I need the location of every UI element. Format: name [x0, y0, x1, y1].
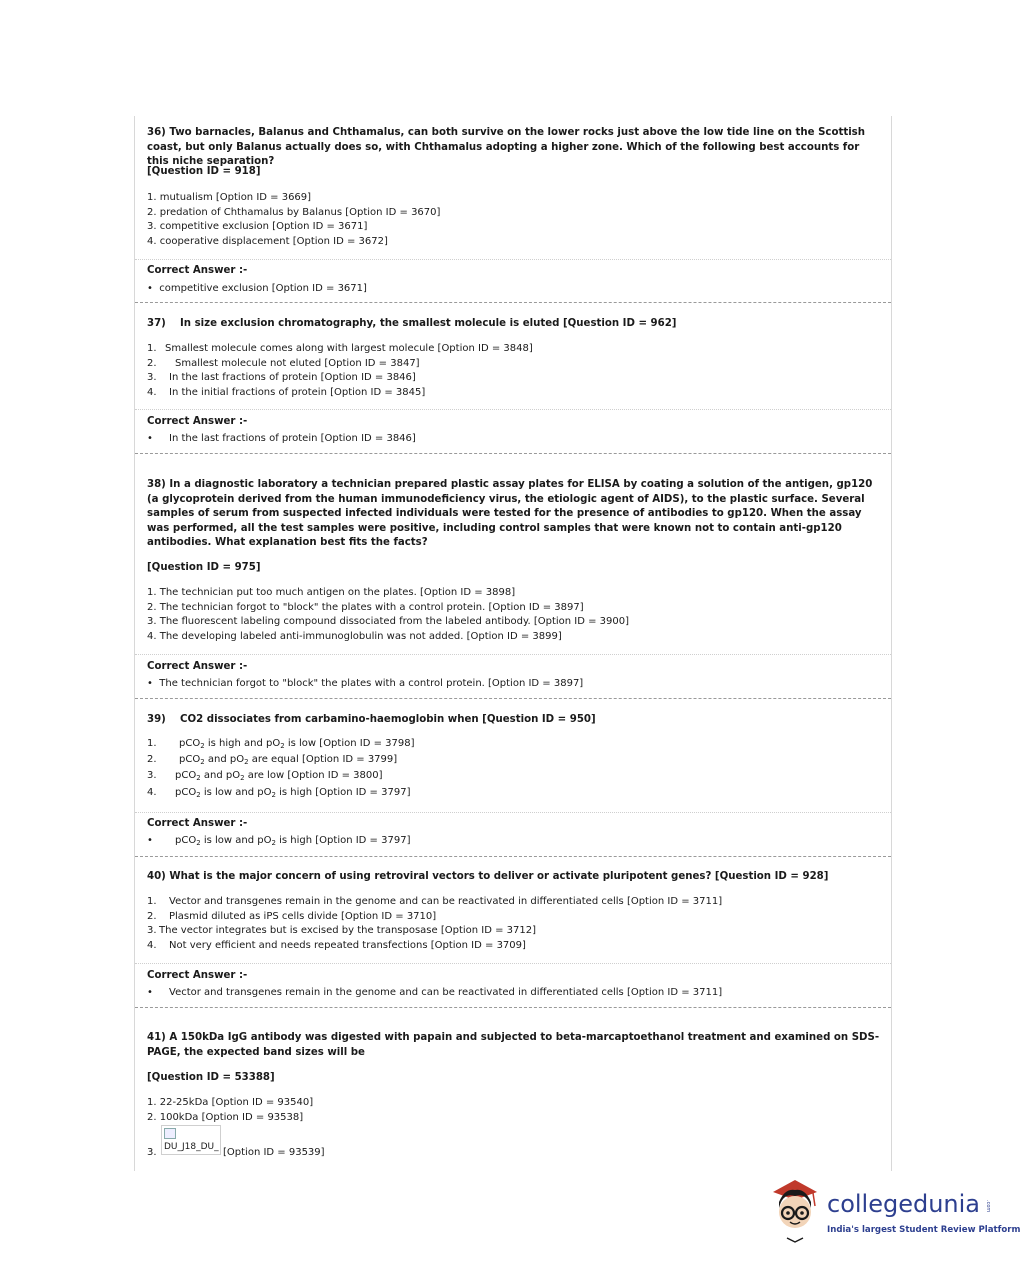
answer-text: The technician forgot to "block" the plates with a control protein. [Option ID = 3897] — [159, 678, 584, 689]
option-number: 3. — [147, 1147, 157, 1158]
option-4: 4. The developing labeled anti-immunoglobulin was not added. [Option ID = 3899] — [147, 631, 562, 642]
brand-name: collegedunia — [827, 1190, 981, 1218]
option-2: 2. predation of Chthamalus by Balanus [Option ID = 3670] — [147, 207, 441, 218]
mascot-icon — [765, 1178, 825, 1244]
option-2: pCO$_2$ and $pO_2$ are equal [Option ID = 3799] — [179, 754, 398, 766]
option-number: 4. — [147, 940, 157, 951]
option-1: 1. mutualism [Option ID = 3669] — [147, 192, 312, 203]
separator — [135, 453, 891, 454]
question-38 — [147, 478, 882, 551]
image-icon — [164, 1128, 176, 1139]
question-text: 38) In a diagnostic laboratory a technician prepared plastic assay plates for ELISA by coating a solution of the antigen, gp120 (a glycoprotein derived from the human immunodeficiency virus, the etiologic agent of AIDS), to the plastic surface. Several samples of serum from suspected infected individuals were tested for the presence of antibodies to gp120. When the assay was performed, all the test samples were positive, including control samples that were known not to contain anti-gp120 antibodies. What explanation best fits the facts? — [147, 479, 873, 549]
question-id: [Question ID = 53388] — [147, 1072, 275, 1083]
option-1: pCO$_2$ is high and $pO_2$ is low [Option ID = 3798] — [179, 738, 415, 750]
correct-answer — [147, 987, 153, 998]
option-3: 3. competitive exclusion [Option ID = 3671] — [147, 221, 368, 232]
question-41 — [147, 1031, 882, 1060]
image-alt: DU_J18_DU_ — [164, 1142, 219, 1152]
option-number: 4. — [147, 387, 157, 398]
option-3: pCO$_2$ and $pO_2$ are low [Option ID = 3800] — [175, 770, 383, 782]
correct-answer — [147, 433, 153, 444]
option-4: In the initial fractions of protein [Option ID = 3845] — [169, 387, 426, 398]
question-text: In size exclusion chromatography, the smallest molecule is eluted [Question ID = 962] — [180, 318, 677, 329]
option-number: 3. — [147, 925, 157, 936]
divider — [135, 812, 891, 813]
option-number: 2. — [147, 754, 157, 765]
option-number: 4. — [147, 787, 157, 798]
option-3: 3. The fluorescent labeling compound dissociated from the labeled antibody. [Option ID = 3900] — [147, 616, 630, 627]
answer-text: competitive exclusion [Option ID = 3671] — [159, 283, 367, 294]
bullet: • — [147, 283, 153, 294]
separator — [135, 698, 891, 699]
answer-text: pCO$_2$ is low and $pO_2$ is high [Option ID = 3797] — [175, 835, 411, 847]
question-text: 36) Two barnacles, Balanus and Chthamalus, can both survive on the lower rocks just above the low tide line on the Scottish coast, but only Balanus actually does so, with Chthamalus adopting a higher zone. Which of the following best accounts for this niche separation? — [147, 127, 866, 168]
correct-answer-label: Correct Answer :- — [147, 265, 248, 276]
option-number: 3. — [147, 372, 157, 383]
answer-text: Vector and transgenes remain in the genome and can be reactivated in differentiated cells [Option ID = 3711] — [169, 987, 723, 998]
correct-answer — [147, 835, 153, 846]
question-36 — [147, 126, 882, 170]
separator — [135, 302, 891, 303]
option-number: 1. — [147, 896, 157, 907]
option-number: 1. — [147, 738, 157, 749]
option-3: The vector integrates but is excised by the transposase [Option ID = 3712] — [159, 925, 537, 936]
question-id: [Question ID = 918] — [147, 166, 261, 177]
option-4: 4. cooperative displacement [Option ID = 3672] — [147, 236, 388, 247]
question-text: 40) What is the major concern of using retroviral vectors to deliver or activate pluripotent genes? [Question ID = 928] — [147, 871, 829, 882]
bullet: • — [147, 987, 153, 998]
question-text: CO2 dissociates from carbamino-haemoglobin when [Question ID = 950] — [180, 714, 596, 725]
correct-answer — [147, 678, 583, 689]
option-4: pCO$_2$ is low and $pO_2$ is high [Option ID = 3797] — [175, 787, 411, 799]
correct-answer-label: Correct Answer :- — [147, 416, 248, 427]
question-text: 41) A 150kDa IgG antibody was digested with papain and subjected to beta-marcaptoethanol treatment and examined on SDS-PAGE, the expected band sizes will be — [147, 1032, 880, 1058]
option-number: 2. — [147, 358, 157, 369]
divider — [135, 259, 891, 260]
option-number: 1. — [147, 343, 157, 354]
correct-answer — [147, 283, 367, 294]
bullet: • — [147, 835, 153, 846]
option-2: Plasmid diluted as iPS cells divide [Option ID = 3710] — [169, 911, 437, 922]
correct-answer-label: Correct Answer :- — [147, 970, 248, 981]
correct-answer-label: Correct Answer :- — [147, 818, 248, 829]
bullet: • — [147, 433, 153, 444]
broken-image — [161, 1125, 221, 1155]
exam-sheet — [134, 116, 892, 1171]
option-1: 1. The technician put too much antigen on the plates. [Option ID = 3898] — [147, 587, 516, 598]
question-number: 39) — [147, 714, 166, 725]
collegedunia-logo — [765, 1178, 1021, 1248]
option-1: Smallest molecule comes along with largest molecule [Option ID = 3848] — [165, 343, 533, 354]
separator — [135, 1007, 891, 1008]
brand-domain: .com — [985, 1200, 991, 1213]
option-2: 2. 100kDa [Option ID = 93538] — [147, 1112, 304, 1123]
option-number: 3. — [147, 770, 157, 781]
divider — [135, 963, 891, 964]
divider — [135, 654, 891, 655]
option-1: Vector and transgenes remain in the genome and can be reactivated in differentiated cells [Option ID = 3711] — [169, 896, 723, 907]
option-number: 2. — [147, 911, 157, 922]
answer-text: In the last fractions of protein [Option ID = 3846] — [169, 433, 416, 444]
option-3: In the last fractions of protein [Option ID = 3846] — [169, 372, 416, 383]
bullet: • — [147, 678, 153, 689]
option-4: Not very efficient and needs repeated transfections [Option ID = 3709] — [169, 940, 526, 951]
option-3: [Option ID = 93539] — [223, 1147, 325, 1158]
option-2: Smallest molecule not eluted [Option ID = 3847] — [175, 358, 420, 369]
option-2: 2. The technician forgot to "block" the plates with a control protein. [Option ID = 3897] — [147, 602, 584, 613]
option-1: 1. 22-25kDa [Option ID = 93540] — [147, 1097, 314, 1108]
question-id: [Question ID = 975] — [147, 562, 261, 573]
brand-tagline: India's largest Student Review Platform — [827, 1225, 1021, 1235]
divider — [135, 409, 891, 410]
question-number: 37) — [147, 318, 166, 329]
correct-answer-label: Correct Answer :- — [147, 661, 248, 672]
separator — [135, 856, 891, 857]
